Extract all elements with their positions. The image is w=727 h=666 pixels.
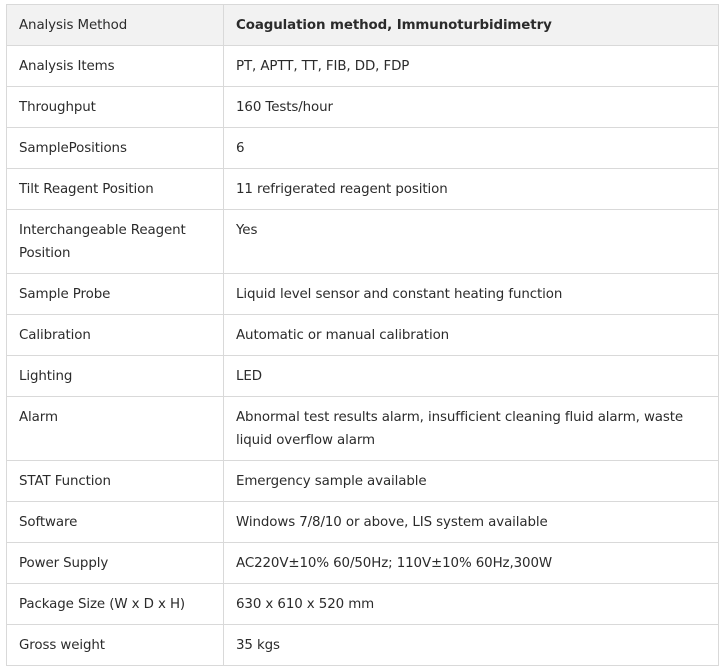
spec-label: Analysis Items bbox=[7, 46, 224, 87]
table-row bbox=[7, 5, 719, 46]
spec-value: AC220V±10% 60/50Hz; 110V±10% 60Hz,300W bbox=[224, 543, 719, 584]
table-row bbox=[7, 543, 719, 584]
table-row bbox=[7, 502, 719, 543]
spec-value: Abnormal test results alarm, insufficient cleaning fluid alarm, waste liquid overflow alarm bbox=[224, 397, 719, 461]
spec-label: Interchangeable Reagent Position bbox=[7, 210, 224, 274]
spec-label: Analysis Method bbox=[7, 5, 224, 46]
spec-label: Power Supply bbox=[7, 543, 224, 584]
spec-label: Alarm bbox=[7, 397, 224, 461]
spec-label: Throughput bbox=[7, 87, 224, 128]
table-row bbox=[7, 461, 719, 502]
spec-value: Coagulation method, Immunoturbidimetry bbox=[224, 5, 719, 46]
table-row bbox=[7, 397, 719, 461]
spec-value: Automatic or manual calibration bbox=[224, 315, 719, 356]
spec-value: 35 kgs bbox=[224, 625, 719, 666]
table-row bbox=[7, 584, 719, 625]
spec-label: Lighting bbox=[7, 356, 224, 397]
spec-value: LED bbox=[224, 356, 719, 397]
spec-label: Calibration bbox=[7, 315, 224, 356]
spec-label: Package Size (W x D x H) bbox=[7, 584, 224, 625]
table-row bbox=[7, 625, 719, 666]
table-row bbox=[7, 87, 719, 128]
spec-value: 11 refrigerated reagent position bbox=[224, 169, 719, 210]
table-row bbox=[7, 128, 719, 169]
table-row bbox=[7, 169, 719, 210]
spec-label: Gross weight bbox=[7, 625, 224, 666]
spec-label: STAT Function bbox=[7, 461, 224, 502]
spec-value: Emergency sample available bbox=[224, 461, 719, 502]
spec-label: SamplePositions bbox=[7, 128, 224, 169]
spec-value: 630 x 610 x 520 mm bbox=[224, 584, 719, 625]
spec-value: PT, APTT, TT, FIB, DD, FDP bbox=[224, 46, 719, 87]
table-row bbox=[7, 46, 719, 87]
table-row bbox=[7, 315, 719, 356]
table-row bbox=[7, 274, 719, 315]
spec-label: Sample Probe bbox=[7, 274, 224, 315]
spec-value: Liquid level sensor and constant heating function bbox=[224, 274, 719, 315]
spec-label: Tilt Reagent Position bbox=[7, 169, 224, 210]
spec-value: 160 Tests/hour bbox=[224, 87, 719, 128]
table-row bbox=[7, 356, 719, 397]
spec-value: Yes bbox=[224, 210, 719, 274]
spec-label: Software bbox=[7, 502, 224, 543]
specifications-table bbox=[6, 4, 719, 666]
table-row bbox=[7, 210, 719, 274]
spec-value: 6 bbox=[224, 128, 719, 169]
spec-value: Windows 7/8/10 or above, LIS system available bbox=[224, 502, 719, 543]
